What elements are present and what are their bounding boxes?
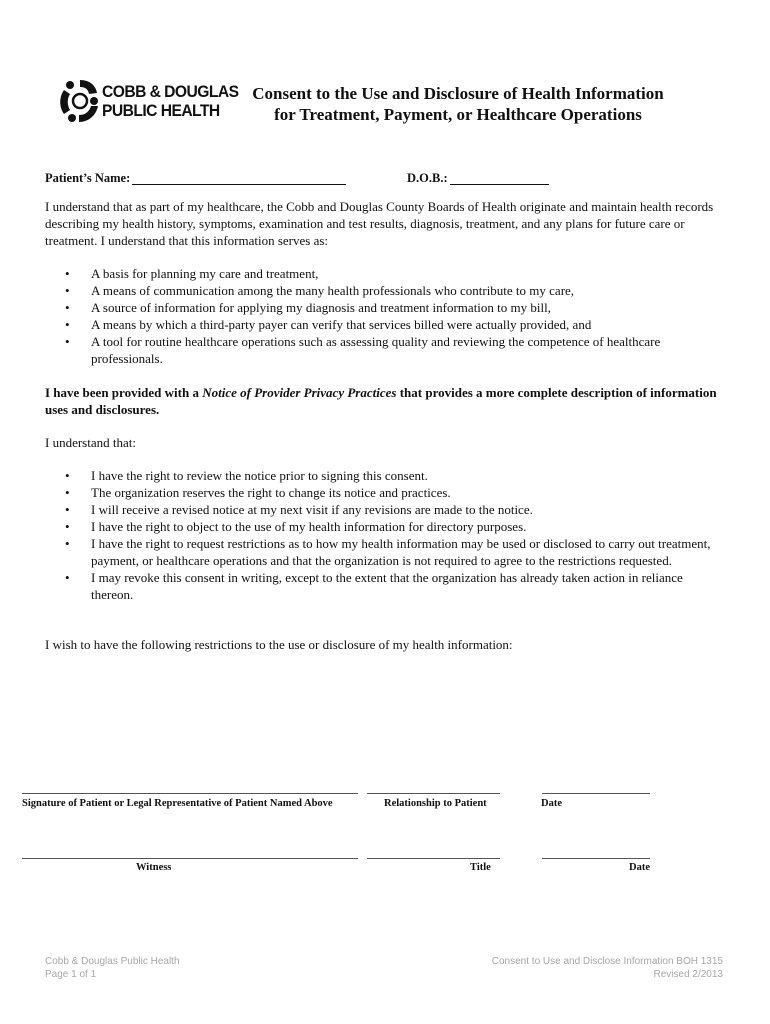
signature-line[interactable] (22, 793, 358, 794)
date2-line[interactable] (542, 858, 650, 859)
witness-line[interactable] (22, 858, 358, 859)
restrictions-prompt: I wish to have the following restrictions to the use or disclosure of my health information: (45, 637, 513, 652)
dob-label: D.O.B.: (407, 171, 448, 185)
list-item: • The organization reserves the right to change its notice and practices. (65, 485, 451, 500)
bullet-icon: • (65, 570, 70, 585)
list-item: • I may revoke this consent in writing, except to the extent that the organization has already taken action in reliance thereon. (65, 570, 683, 602)
bullet-icon: • (65, 519, 70, 534)
footer-page-number: Page 1 of 1 (45, 969, 97, 980)
restrictions-field[interactable] (45, 660, 725, 770)
patient-name-label: Patient’s Name: (45, 171, 131, 185)
list-item: • I will receive a revised notice at my next visit if any revisions are made to the notice. (65, 502, 533, 517)
title-line[interactable] (367, 858, 500, 859)
signature-label: Signature of Patient or Legal Representative of Patient Named Above (22, 798, 333, 809)
list-item: • A tool for routine healthcare operations such as assessing quality and reviewing the competence of healthcare professionals. (65, 334, 661, 366)
understand-intro: I understand that: (45, 435, 136, 450)
logo-text-line2: PUBLIC HEALTH (102, 101, 220, 120)
intro-paragraph: I understand that as part of my healthcare, the Cobb and Douglas County Boards of Health originate and maintain health records describing my health history, symptoms, examination and test results, diagnosis, treatment, and any plans for future care or treatment. I understand that this information serves as: (45, 199, 714, 248)
relationship-label: Relationship to Patient (384, 798, 487, 809)
relationship-line[interactable] (367, 793, 500, 794)
list-item: • A means of communication among the many health professionals who contribute to my care, (65, 283, 575, 298)
bullet-icon: • (65, 300, 70, 315)
bullet-icon: • (65, 334, 70, 349)
date2-label: Date (629, 862, 650, 873)
organization-logo (58, 78, 239, 128)
footer-left (45, 955, 180, 981)
bullet-icon: • (65, 502, 70, 517)
patient-name-field[interactable] (132, 170, 346, 185)
notice-statement: I have been provided with a Notice of Provider Privacy Practices that provides a more complete description of information uses and disclosures. (45, 385, 717, 417)
list-item: • I have the right to object to the use of my health information for directory purposes. (65, 519, 527, 534)
logo-text-line1: COBB & DOUGLAS (102, 82, 239, 101)
list-item: • A means by which a third-party payer can verify that services billed were actually provided, and (65, 317, 592, 332)
bullet-icon: • (65, 317, 70, 332)
bullet-icon: • (65, 536, 70, 551)
title-label: Title (470, 862, 491, 873)
bullet-icon: • (65, 485, 70, 500)
date-label: Date (541, 798, 562, 809)
understand-list (45, 467, 725, 603)
document-title-line1: Consent to the Use and Disclosure of Health Information (252, 84, 664, 103)
footer-right (492, 955, 723, 981)
footer-org: Cobb & Douglas Public Health (45, 956, 180, 967)
footer-form-id: Consent to Use and Disclose Information BOH 1315 (491, 956, 723, 967)
bullet-icon: • (65, 468, 70, 483)
list-item: • I have the right to request restrictions as to how my health information may be used or disclosed to carry out treatment, payment, or healthcare operations and that the organization is not required to agree to the restrictions requested. (65, 536, 711, 568)
list-item: • A basis for planning my care and treatment, (65, 266, 319, 281)
uses-list (45, 265, 725, 367)
document-title-line2: for Treatment, Payment, or Healthcare Operations (274, 105, 642, 124)
witness-label: Witness (136, 862, 172, 873)
bullet-icon: • (65, 283, 70, 298)
date-line[interactable] (542, 793, 650, 794)
three-figures-circle-logo-icon (58, 78, 102, 124)
dob-field[interactable] (450, 170, 549, 185)
list-item: • A source of information for applying my diagnosis and treatment information to my bill, (65, 300, 551, 315)
bullet-icon: • (65, 266, 70, 281)
list-item: • I have the right to review the notice prior to signing this consent. (65, 468, 428, 483)
footer-revised: Revised 2/2013 (653, 969, 723, 980)
